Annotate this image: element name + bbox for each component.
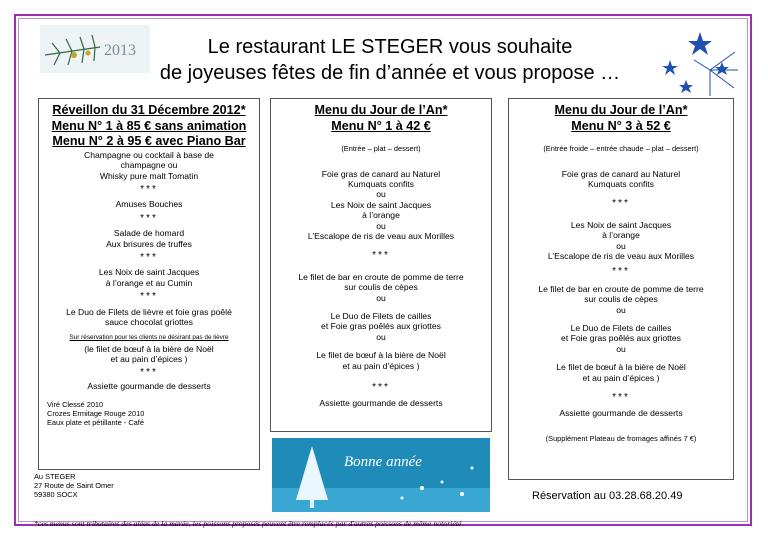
separator-stars: *** bbox=[140, 252, 158, 264]
course-line: sauce chocolat griottes bbox=[105, 317, 193, 328]
alternative-line: (le filet de bœuf à la bière de Noël bbox=[84, 343, 214, 354]
menu1-alternative bbox=[39, 344, 259, 365]
course-line: Le Duo de Filets de lièvre et foie gras poêlé bbox=[66, 306, 232, 317]
card-greeting: Bonne année bbox=[344, 454, 422, 470]
plat-line: ou bbox=[616, 343, 626, 354]
menu1-dessert: Assiette gourmande de desserts bbox=[87, 381, 211, 392]
plat-line: et au pain d’épices ) bbox=[582, 372, 660, 383]
restaurant-address bbox=[34, 472, 114, 499]
fireworks-decoration bbox=[650, 30, 745, 100]
separator-stars: *** bbox=[140, 184, 158, 195]
menu3-heading-1: Menu du Jour de l’An* bbox=[554, 103, 688, 117]
plat-line: et Foie gras poêlés aux griottes bbox=[561, 333, 681, 344]
page-title bbox=[130, 34, 650, 86]
menu1-heading-2: Menu N° 1 à 85 € sans animation bbox=[51, 118, 247, 133]
entree-line: à l’orange bbox=[602, 230, 640, 241]
footnote: *ces menus sont tributaires des aléas de la marée, les poissons proposés peuvent être remplacés par d'autres poissons de même notoriété bbox=[34, 519, 462, 528]
entree-line: ou bbox=[376, 189, 386, 200]
plat-line: Le Duo de Filets de cailles bbox=[570, 323, 672, 334]
entree-line: Les Noix de saint Jacques bbox=[570, 219, 672, 230]
menu1-heading-3: Menu N° 2 à 95 € avec Piano Bar bbox=[52, 134, 246, 149]
menu-jour-an-1-box bbox=[270, 98, 492, 432]
plat-line: Le filet de bœuf à la bière de Noël bbox=[556, 362, 686, 373]
menu1-reservation-note: Sur réservation pour les clients ne désirant pas de lièvre bbox=[69, 334, 229, 342]
title-line-2: de joyeuses fêtes de fin d’année et vous propose … bbox=[159, 62, 621, 84]
separator-stars: *** bbox=[612, 198, 630, 210]
aperitif-line: champagne ou bbox=[120, 160, 178, 171]
entree-line: Foie gras de canard au Naturel bbox=[321, 168, 441, 179]
plat-line: Le filet de bar en croute de pomme de terre bbox=[298, 271, 464, 282]
plat-line: Le filet de bœuf à la bière de Noël bbox=[316, 350, 446, 361]
menu2-dessert: Assiette gourmande de desserts bbox=[319, 397, 443, 408]
separator-stars: *** bbox=[612, 392, 630, 404]
menu1-course-2 bbox=[39, 228, 259, 249]
menu3-heading-2: Menu N° 3 à 52 € bbox=[571, 118, 671, 133]
address-line: 27 Route de Saint Omer bbox=[34, 481, 114, 490]
plat-line: ou bbox=[376, 331, 386, 342]
menu2-subtitle: (Entrée – plat – dessert) bbox=[341, 144, 421, 154]
separator-stars: *** bbox=[372, 250, 390, 262]
separator-stars: *** bbox=[140, 212, 158, 224]
title-line-1: Le restaurant LE STEGER vous souhaite bbox=[207, 36, 573, 58]
entree-line: à l’orange bbox=[362, 210, 400, 221]
menu3-entree-chaude bbox=[509, 220, 733, 262]
address-line: Au STEGER bbox=[34, 472, 76, 481]
plat-line: Le Duo de Filets de cailles bbox=[330, 311, 432, 322]
entree-line: ou bbox=[376, 220, 386, 231]
menu-reveillon-box bbox=[38, 98, 260, 470]
menu3-plat bbox=[509, 284, 733, 383]
menu3-entree-froide bbox=[509, 169, 733, 190]
course-line: Les Noix de saint Jacques bbox=[98, 267, 200, 278]
entree-line: Kumquats confits bbox=[588, 179, 654, 189]
menu1-wines bbox=[39, 400, 259, 427]
plat-line: ou bbox=[616, 304, 626, 315]
course-line: Aux brisures de truffes bbox=[106, 238, 192, 249]
menu1-course-4 bbox=[39, 307, 259, 328]
bonne-annee-card bbox=[272, 438, 490, 512]
menu2-plat bbox=[271, 272, 491, 371]
year-text: 2013 bbox=[104, 42, 136, 59]
reservation-phone: Réservation au 03.28.68.20.49 bbox=[532, 490, 683, 502]
separator-stars: *** bbox=[140, 291, 158, 303]
course-line: Salade de homard bbox=[113, 228, 185, 239]
aperitif-line: Whisky pure malt Tomatin bbox=[99, 170, 199, 181]
menu1-course-1: Amuses Bouches bbox=[115, 199, 183, 210]
entree-line: L’Escalope de ris de veau aux Morilles bbox=[547, 251, 695, 262]
menu2-heading-2: Menu N° 1 à 42 € bbox=[331, 118, 431, 133]
menu1-aperitif bbox=[39, 150, 259, 181]
menu3-subtitle: (Entrée froide – entrée chaude – plat – dessert) bbox=[543, 144, 699, 154]
menu2-heading-1: Menu du Jour de l’An* bbox=[314, 103, 448, 117]
wine-line: Viré Clessé 2010 bbox=[47, 399, 104, 409]
plat-line: et Foie gras poêlés aux griottes bbox=[321, 321, 441, 332]
entree-line: Foie gras de canard au Naturel bbox=[561, 168, 681, 179]
wine-line: Eaux plate et pétillante - Café bbox=[47, 417, 144, 427]
wine-line: Crozes Ermitage Rouge 2010 bbox=[47, 408, 145, 418]
entree-line: Kumquats confits bbox=[348, 179, 414, 189]
menu1-heading-1: Réveillon du 31 Décembre 2012* bbox=[52, 103, 246, 117]
aperitif-line: Champagne ou cocktail à base de bbox=[84, 149, 214, 160]
plat-line: Le filet de bar en croute de pomme de terre bbox=[538, 283, 704, 294]
menu-jour-an-3-box bbox=[508, 98, 734, 480]
entree-line: Les Noix de saint Jacques bbox=[330, 199, 432, 210]
alternative-line: et au pain d’épices ) bbox=[110, 354, 188, 365]
plat-line: sur coulis de cèpes bbox=[584, 294, 658, 305]
plat-line: et au pain d’épices ) bbox=[342, 360, 420, 371]
menu3-supplement: (Supplément Plateau de fromages affinés 7 €) bbox=[545, 433, 697, 443]
separator-stars: *** bbox=[612, 266, 630, 278]
menu2-entree bbox=[271, 169, 491, 242]
plat-line: ou bbox=[376, 292, 386, 303]
separator-stars: *** bbox=[140, 366, 158, 378]
menu1-course-3 bbox=[39, 267, 259, 288]
entree-line: L’Escalope de ris de veau aux Morilles bbox=[307, 231, 455, 242]
menu3-dessert: Assiette gourmande de desserts bbox=[559, 407, 683, 418]
separator-stars: *** bbox=[372, 382, 390, 394]
course-line: à l’orange et au Cumin bbox=[105, 277, 193, 288]
plat-line: sur coulis de cèpes bbox=[344, 282, 418, 293]
address-line: 59380 SOCX bbox=[34, 490, 78, 499]
entree-line: ou bbox=[616, 240, 626, 251]
